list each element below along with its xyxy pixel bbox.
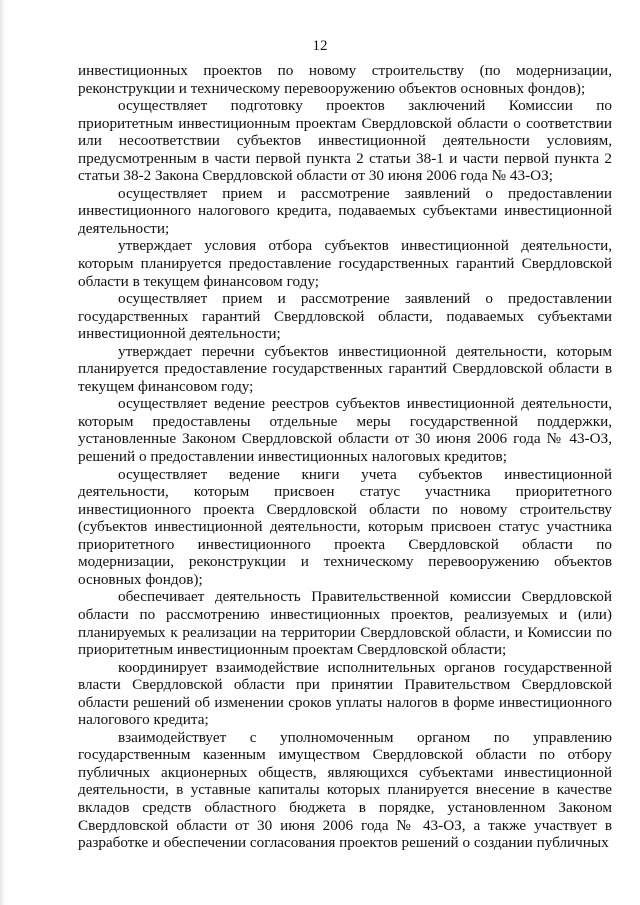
paragraph-tax-credit-applications: осуществляет прием и рассмотрение заявлений о предоставлении инвестиционного налогового кредита, подаваемых субъектами инвестиционной деятельности;	[78, 184, 612, 237]
paragraph-continuation: инвестиционных проектов по новому строительству (по модернизации, реконструкции и техническому перевооружению объектов основных фондов);	[78, 62, 612, 97]
scan-edge-shadow	[0, 0, 5, 905]
paragraph-guarantee-selection-conditions: утверждает условия отбора субъектов инвестиционной деятельности, которым планируется предоставление государственных гарантий Свердловской области в текущем финансовом году;	[78, 237, 612, 290]
paragraph-record-book: осуществляет ведение книги учета субъектов инвестиционной деятельности, которым присвоен статус участника приоритетного инвестиционного проекта Свердловской области по новому строительству (субъектов инвестиционной деятельности, которым присвоен статус участника приоритетного инвестиционного проекта Свердловской области по модернизации, реконструкции и техническому перевооружению объектов основных фондов);	[78, 465, 612, 588]
paragraph-registers: осуществляет ведение реестров субъектов инвестиционной деятельности, которым предоставлены отдельные меры государственной поддержки, установленные Законом Свердловской области от 30 июня 2006 года № 43-ОЗ, решений о предоставлении инвестиционных налоговых кредитов;	[78, 395, 612, 466]
paragraph-guarantee-applications: осуществляет прием и рассмотрение заявлений о предоставлении государственных гарантий Свердловской области, подаваемых субъектами инвестиционной деятельности;	[78, 290, 612, 343]
paragraph-guarantee-lists: утверждает перечни субъектов инвестиционной деятельности, которым планируется предоставление государственных гарантий Свердловской области в текущем финансовом году;	[78, 342, 612, 395]
page-number: 12	[312, 38, 328, 54]
paragraph-interaction: взаимодействует с уполномоченным органом по управлению государственным казенным имуществом Свердловской области по отбору публичных акционерных обществ, являющихся субъектами инвестиционной деятельности, в уставные капиталы которых планируется внесение в качестве вкладов средств областного бюджета в порядке, установленном Законом Свердловской области от 30 июня 2006 года № 43-ОЗ, а также участвует в разработке и обеспечении согласования проектов решений о создании публичных	[78, 728, 612, 852]
paragraph-coordination: координирует взаимодействие исполнительных органов государственной власти Свердловской области при принятии Правительством Свердловской области решений об изменении сроков уплаты налогов в форме инвестиционного налогового кредита;	[78, 658, 612, 729]
paragraph-conclusions-preparation: осуществляет подготовку проектов заключений Комиссии по приоритетным инвестиционным проектам Свердловской области о соответствии или несоответствии субъектов инвестиционной деятельности условиям, предусмотренным в части первой пункта 2 статьи 38-1 и части первой пункта 2 статьи 38-2 Закона Свердловской области от 30 июня 2006 года № 43-ОЗ;	[78, 97, 612, 185]
document-body	[78, 62, 612, 852]
paragraph-commission-support: обеспечивает деятельность Правительственной комиссии Свердловской области по рассмотрению инвестиционных проектов, реализуемых и (или) планируемых к реализации на территории Свердловской области, и Комиссии по приоритетным инвестиционным проектам Свердловской области;	[78, 588, 612, 659]
